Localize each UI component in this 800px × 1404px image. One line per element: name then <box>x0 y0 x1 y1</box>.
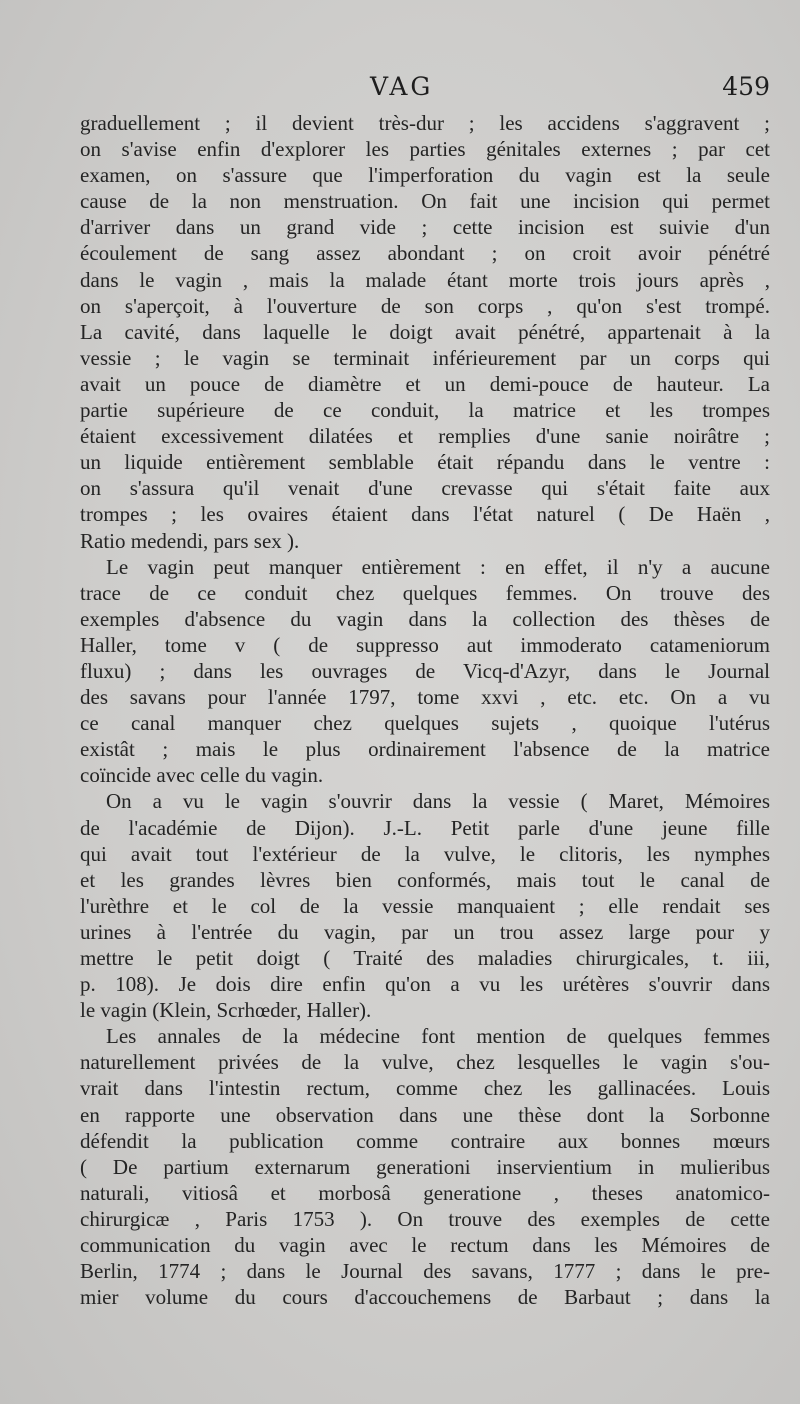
text-line: chirurgicæ , Paris 1753 ). On trouve des exemples de cette <box>80 1206 770 1231</box>
text-line: on s'aperçoit, à l'ouverture de son corps , qu'on s'est trompé. <box>80 293 770 318</box>
text-line: cause de la non menstruation. On fait une incision qui permet <box>80 189 770 214</box>
text-line: partie supérieure de ce conduit, la matrice et les trompes <box>80 398 770 423</box>
text-line: p. 108). Je dois dire enfin qu'on a vu les urétères s'ouvrir dans <box>80 972 770 997</box>
text-line: fluxu) ; dans les ouvrages de Vicq-d'Azyr, dans le Journal <box>80 658 770 683</box>
text-line: Haller, tome v ( de suppresso aut immoderato catameniorum <box>80 632 770 657</box>
text-line: naturellement privées de la vulve, chez lesquelles le vagin s'ou- <box>80 1050 770 1075</box>
text-line: trace de ce conduit chez quelques femmes. On trouve des <box>80 580 770 605</box>
text-line: et les grandes lèvres bien conformés, mais tout le canal de <box>80 867 770 892</box>
text-line: ( De partium externarum generationi inservientium in mulieribus <box>80 1154 770 1179</box>
text-line: Ratio medendi, pars sex ). <box>80 528 300 553</box>
text-line: graduellement ; il devient très-dur ; les accidens s'aggravent ; <box>80 111 770 135</box>
text-line: étaient excessivement dilatées et remplies d'une sanie noirâtre ; <box>80 424 770 449</box>
text-line: trompes ; les ovaires étaient dans l'état naturel ( De Haën , <box>80 502 770 527</box>
text-line: mier volume du cours d'accouchemens de Barbaut ; dans la <box>80 1285 770 1310</box>
text-line: en rapporte une observation dans une thèse dont la Sorbonne <box>80 1102 770 1127</box>
text-line: de l'académie de Dijon). J.-L. Petit parle d'une jeune fille <box>80 815 770 840</box>
text-line: exemples d'absence du vagin dans la collection des thèses de <box>80 606 770 631</box>
text-line: des savans pour l'année 1797, tome xxvi , etc. etc. On a vu <box>80 685 770 710</box>
text-line: La cavité, dans laquelle le doigt avait pénétré, appartenait à la <box>80 319 770 344</box>
text-line: on s'avise enfin d'explorer les parties génitales externes ; par cet <box>80 137 770 162</box>
text-line: ce canal manquer chez quelques sujets , quoique l'utérus <box>80 711 770 736</box>
text-line: mettre le petit doigt ( Traité des maladies chirurgicales, t. iii, <box>80 946 770 970</box>
text-line: d'arriver dans un grand vide ; cette incision est suivie d'un <box>80 215 770 240</box>
body-text <box>80 110 770 1310</box>
text-line: urines à l'entrée du vagin, par un trou assez large pour y <box>80 919 770 944</box>
text-line: qui avait tout l'extérieur de la vulve, le clitoris, les nymphes <box>80 841 770 866</box>
text-line: Berlin, 1774 ; dans le Journal des savans, 1777 ; dans le pre- <box>80 1259 770 1284</box>
text-line: communication du vagin avec le rectum dans les Mémoires de <box>80 1233 770 1258</box>
text-line: examen, on s'assure que l'imperforation du vagin est la seule <box>80 163 770 188</box>
text-line: Le vagin peut manquer entièrement : en effet, il n'y a aucune <box>106 554 770 579</box>
text-line: avait un pouce de diamètre et un demi-pouce de hauteur. La <box>80 371 770 396</box>
text-line: coïncide avec celle du vagin. <box>80 763 324 788</box>
text-line: vessie ; le vagin se terminait inférieurement par un corps qui <box>80 345 770 370</box>
text-line: écoulement de sang assez abondant ; on croit avoir pénétré <box>80 241 770 266</box>
text-line: vrait dans l'intestin rectum, comme chez les gallinacées. Louis <box>80 1076 770 1101</box>
running-title: VAG <box>370 72 434 101</box>
text-line: défendit la publication comme contraire aux bonnes mœurs <box>80 1128 770 1153</box>
page-header <box>80 72 770 108</box>
text-line: existât ; mais le plus ordinairement l'absence de la matrice <box>80 737 770 762</box>
text-line: le vagin (Klein, Scrhœder, Haller). <box>80 998 372 1023</box>
text-line: Les annales de la médecine font mention de quelques femmes <box>106 1024 770 1049</box>
text-line: on s'assura qu'il venait d'une crevasse qui s'était faite aux <box>80 476 770 501</box>
text-line: On a vu le vagin s'ouvrir dans la vessie ( Maret, Mémoires <box>106 789 770 814</box>
text-line: l'urèthre et le col de la vessie manquaient ; elle rendait ses <box>80 893 770 918</box>
text-line: naturali, vitiosâ et morbosâ generatione , theses anatomico- <box>80 1180 770 1205</box>
page-number: 459 <box>722 72 770 101</box>
text-line: un liquide entièrement semblable était répandu dans le ventre : <box>80 450 770 475</box>
text-line: dans le vagin , mais la malade étant morte trois jours après , <box>80 267 770 292</box>
